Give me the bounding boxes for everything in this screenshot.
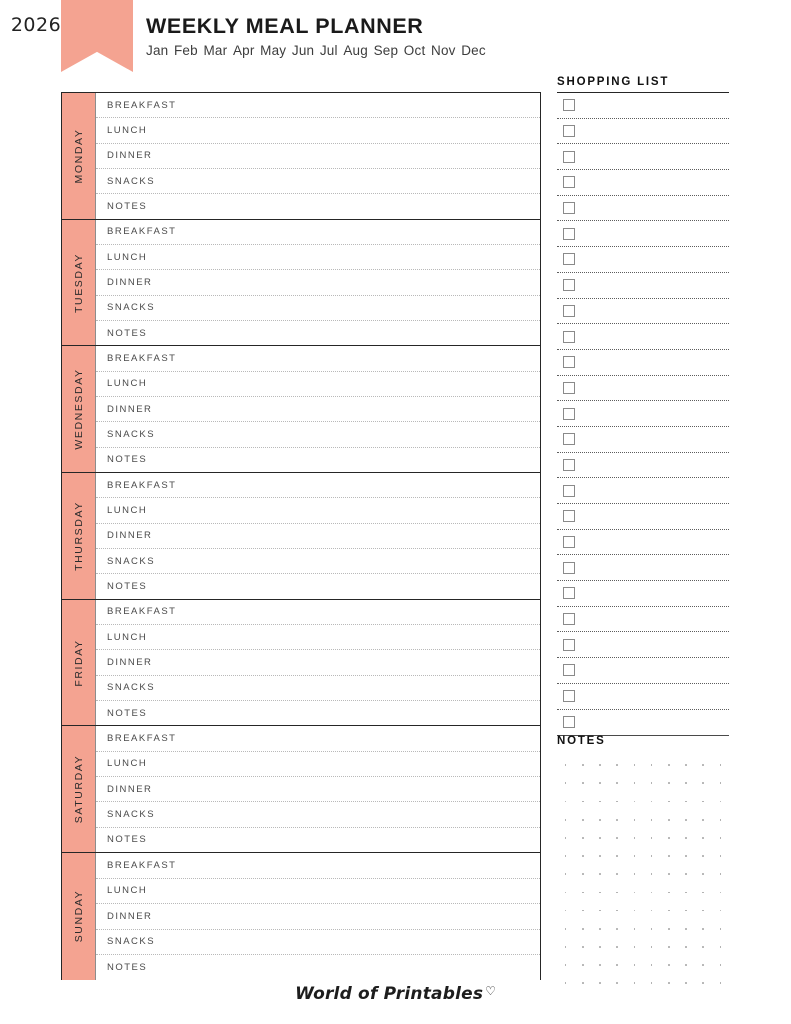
shopping-list-item[interactable] bbox=[557, 196, 729, 222]
month-may[interactable]: May bbox=[260, 43, 287, 58]
shopping-list-section bbox=[557, 76, 729, 736]
shopping-list-item[interactable] bbox=[557, 555, 729, 581]
shopping-list-item[interactable] bbox=[557, 144, 729, 170]
day-label-text: TUESDAY bbox=[72, 252, 85, 313]
meal-row-breakfast[interactable] bbox=[96, 93, 540, 118]
meal-row-notes[interactable] bbox=[96, 828, 540, 852]
meal-row-label: SNACKS bbox=[107, 302, 156, 314]
grid-dot bbox=[582, 964, 584, 966]
grid-dot bbox=[565, 764, 567, 766]
meal-row-lunch[interactable] bbox=[96, 372, 540, 397]
meal-row-lunch[interactable] bbox=[96, 625, 540, 650]
meal-row-label: BREAKFAST bbox=[107, 733, 177, 745]
grid-dot bbox=[685, 782, 687, 784]
grid-dot bbox=[685, 764, 687, 766]
grid-dot bbox=[720, 928, 722, 930]
grid-dot bbox=[651, 782, 653, 784]
grid-dot bbox=[582, 892, 584, 894]
grid-dot bbox=[651, 964, 653, 966]
meal-rows bbox=[96, 726, 540, 852]
meal-row-label: LUNCH bbox=[107, 378, 148, 390]
checkbox-icon[interactable] bbox=[563, 228, 575, 240]
checkbox-icon[interactable] bbox=[563, 485, 575, 497]
grid-dot bbox=[565, 801, 567, 803]
meal-row-breakfast[interactable] bbox=[96, 346, 540, 371]
heart-icon: ♡ bbox=[485, 984, 496, 998]
grid-dot bbox=[685, 910, 687, 912]
checkbox-icon[interactable] bbox=[563, 510, 575, 522]
day-label-text: THURSDAY bbox=[72, 501, 85, 571]
grid-dot bbox=[651, 873, 653, 875]
grid-dot bbox=[685, 855, 687, 857]
grid-dot bbox=[565, 782, 567, 784]
grid-dot bbox=[685, 892, 687, 894]
meal-row-lunch[interactable] bbox=[96, 879, 540, 905]
meal-row-label: NOTES bbox=[107, 581, 148, 593]
grid-dot bbox=[702, 819, 704, 821]
grid-dot bbox=[582, 801, 584, 803]
meal-row-dinner[interactable] bbox=[96, 524, 540, 549]
meal-row-dinner[interactable] bbox=[96, 777, 540, 802]
grid-dot bbox=[668, 910, 670, 912]
month-sep[interactable]: Sep bbox=[373, 43, 399, 58]
grid-dot bbox=[599, 964, 601, 966]
grid-dot bbox=[582, 946, 584, 948]
planner-table bbox=[61, 92, 541, 980]
shopping-list-item[interactable] bbox=[557, 658, 729, 684]
grid-dot bbox=[651, 855, 653, 857]
meal-row-label: LUNCH bbox=[107, 251, 148, 263]
meal-row-label: DINNER bbox=[107, 277, 153, 289]
grid-dot bbox=[720, 964, 722, 966]
checkbox-icon[interactable] bbox=[563, 536, 575, 548]
grid-dot bbox=[634, 855, 636, 857]
grid-dot bbox=[720, 855, 722, 857]
grid-dot bbox=[599, 892, 601, 894]
grid-dot bbox=[685, 928, 687, 930]
meal-row-label: BREAKFAST bbox=[107, 479, 177, 491]
meal-row-label: DINNER bbox=[107, 783, 153, 795]
grid-dot bbox=[565, 873, 567, 875]
checkbox-icon[interactable] bbox=[563, 459, 575, 471]
meal-row-label: LUNCH bbox=[107, 885, 148, 897]
grid-dot bbox=[616, 782, 618, 784]
meal-row-label: NOTES bbox=[107, 201, 148, 213]
grid-dot bbox=[582, 873, 584, 875]
shopping-list-item[interactable] bbox=[557, 710, 729, 736]
meal-row-dinner[interactable] bbox=[96, 144, 540, 169]
meal-row-label: SNACKS bbox=[107, 175, 156, 187]
meal-row-notes[interactable] bbox=[96, 955, 540, 980]
grid-dot bbox=[634, 837, 636, 839]
year-ribbon bbox=[61, 0, 133, 72]
year-label: 2026 bbox=[10, 14, 62, 36]
page-header bbox=[0, 0, 791, 84]
meal-rows bbox=[96, 473, 540, 599]
grid-dot bbox=[616, 837, 618, 839]
grid-dot bbox=[634, 782, 636, 784]
grid-dot bbox=[599, 910, 601, 912]
grid-dot bbox=[616, 928, 618, 930]
day-label-wednesday bbox=[62, 346, 96, 472]
meal-row-label: LUNCH bbox=[107, 125, 148, 137]
meal-row-breakfast[interactable] bbox=[96, 220, 540, 245]
grid-dot bbox=[668, 764, 670, 766]
meal-row-label: BREAKFAST bbox=[107, 226, 177, 238]
day-label-saturday bbox=[62, 726, 96, 852]
meal-row-label: NOTES bbox=[107, 834, 148, 846]
day-label-text: MONDAY bbox=[72, 128, 85, 184]
grid-dot bbox=[565, 855, 567, 857]
meal-row-label: DINNER bbox=[107, 403, 153, 415]
grid-dot bbox=[599, 764, 601, 766]
checkbox-icon[interactable] bbox=[563, 664, 575, 676]
meal-row-label: SNACKS bbox=[107, 555, 156, 567]
checkbox-icon[interactable] bbox=[563, 99, 575, 111]
grid-dot bbox=[702, 946, 704, 948]
month-jan[interactable]: Jan bbox=[146, 43, 169, 58]
shopping-list-item[interactable] bbox=[557, 581, 729, 607]
grid-dot bbox=[720, 892, 722, 894]
grid-dot bbox=[599, 837, 601, 839]
grid-dot bbox=[720, 837, 722, 839]
grid-dot bbox=[720, 946, 722, 948]
day-block-wednesday bbox=[62, 346, 540, 473]
grid-dot bbox=[599, 946, 601, 948]
day-label-monday bbox=[62, 93, 96, 219]
grid-dot bbox=[720, 819, 722, 821]
checkbox-icon[interactable] bbox=[563, 125, 575, 137]
grid-dot bbox=[668, 855, 670, 857]
meal-row-label: SNACKS bbox=[107, 809, 156, 821]
grid-dot bbox=[702, 764, 704, 766]
grid-dot bbox=[702, 855, 704, 857]
meal-row-label: DINNER bbox=[107, 657, 153, 669]
shopping-list-item[interactable] bbox=[557, 684, 729, 710]
meal-row-notes[interactable] bbox=[96, 321, 540, 345]
grid-dot bbox=[668, 964, 670, 966]
grid-dot bbox=[685, 819, 687, 821]
meal-row-label: SNACKS bbox=[107, 429, 156, 441]
meal-row-dinner[interactable] bbox=[96, 650, 540, 675]
shopping-list-item[interactable] bbox=[557, 453, 729, 479]
checkbox-icon[interactable] bbox=[563, 151, 575, 163]
grid-dot bbox=[599, 801, 601, 803]
grid-dot bbox=[651, 892, 653, 894]
grid-dot bbox=[565, 928, 567, 930]
grid-dot bbox=[651, 801, 653, 803]
month-nov[interactable]: Nov bbox=[431, 43, 456, 58]
grid-dot bbox=[616, 910, 618, 912]
month-feb[interactable]: Feb bbox=[173, 43, 198, 58]
meal-row-notes[interactable] bbox=[96, 574, 540, 598]
grid-dot bbox=[582, 910, 584, 912]
month-apr[interactable]: Apr bbox=[232, 43, 255, 58]
month-oct[interactable]: Oct bbox=[403, 43, 426, 58]
day-label-text: SATURDAY bbox=[72, 755, 85, 824]
grid-dot bbox=[702, 928, 704, 930]
checkbox-icon[interactable] bbox=[563, 331, 575, 343]
shopping-list-item[interactable] bbox=[557, 170, 729, 196]
shopping-list-item[interactable] bbox=[557, 93, 729, 119]
shopping-list-item[interactable] bbox=[557, 376, 729, 402]
meal-row-label: SNACKS bbox=[107, 682, 156, 694]
grid-dot bbox=[599, 855, 601, 857]
checkbox-icon[interactable] bbox=[563, 279, 575, 291]
meal-rows bbox=[96, 93, 540, 219]
checkbox-icon[interactable] bbox=[563, 253, 575, 265]
grid-dot bbox=[634, 764, 636, 766]
day-block-thursday bbox=[62, 473, 540, 600]
grid-dot bbox=[565, 819, 567, 821]
grid-dot bbox=[582, 764, 584, 766]
checkbox-icon[interactable] bbox=[563, 639, 575, 651]
grid-dot bbox=[565, 946, 567, 948]
meal-row-breakfast[interactable] bbox=[96, 473, 540, 498]
grid-dot bbox=[634, 910, 636, 912]
meal-row-label: BREAKFAST bbox=[107, 353, 177, 365]
notes-title: NOTES bbox=[557, 735, 606, 747]
grid-dot bbox=[565, 892, 567, 894]
checkbox-icon[interactable] bbox=[563, 202, 575, 214]
grid-dot bbox=[599, 782, 601, 784]
grid-dot bbox=[702, 892, 704, 894]
grid-dot bbox=[565, 910, 567, 912]
grid-dot bbox=[702, 964, 704, 966]
checkbox-icon[interactable] bbox=[563, 690, 575, 702]
shopping-list-item[interactable] bbox=[557, 530, 729, 556]
meal-row-label: BREAKFAST bbox=[107, 99, 177, 111]
grid-dot bbox=[668, 892, 670, 894]
grid-dot bbox=[668, 928, 670, 930]
grid-dot bbox=[599, 873, 601, 875]
shopping-list-item[interactable] bbox=[557, 607, 729, 633]
grid-dot bbox=[616, 819, 618, 821]
meal-rows bbox=[96, 853, 540, 980]
grid-dot bbox=[685, 964, 687, 966]
shopping-list-item[interactable] bbox=[557, 401, 729, 427]
grid-dot bbox=[599, 819, 601, 821]
meal-row-label: SNACKS bbox=[107, 936, 156, 948]
checkbox-icon[interactable] bbox=[563, 382, 575, 394]
page-footer bbox=[0, 984, 791, 1004]
meal-row-breakfast[interactable] bbox=[96, 726, 540, 751]
grid-dot bbox=[616, 873, 618, 875]
grid-dot bbox=[685, 801, 687, 803]
shopping-list-items bbox=[557, 93, 729, 735]
shopping-list-item[interactable] bbox=[557, 427, 729, 453]
grid-dot bbox=[651, 837, 653, 839]
notes-dot-grid[interactable] bbox=[557, 756, 729, 992]
grid-dot bbox=[668, 946, 670, 948]
grid-dot bbox=[668, 873, 670, 875]
month-jun[interactable]: Jun bbox=[291, 43, 315, 58]
grid-dot bbox=[599, 928, 601, 930]
grid-dot bbox=[720, 910, 722, 912]
shopping-list-item[interactable] bbox=[557, 299, 729, 325]
meal-row-label: NOTES bbox=[107, 707, 148, 719]
shopping-list-item[interactable] bbox=[557, 324, 729, 350]
grid-dot bbox=[582, 837, 584, 839]
meal-rows bbox=[96, 600, 540, 726]
checkbox-icon[interactable] bbox=[563, 305, 575, 317]
checkbox-icon[interactable] bbox=[563, 356, 575, 368]
day-block-monday bbox=[62, 93, 540, 220]
grid-dot bbox=[668, 837, 670, 839]
meal-row-breakfast[interactable] bbox=[96, 600, 540, 625]
day-label-text: SUNDAY bbox=[72, 890, 85, 943]
grid-dot bbox=[651, 764, 653, 766]
grid-dot bbox=[616, 964, 618, 966]
checkbox-icon[interactable] bbox=[563, 587, 575, 599]
meal-row-label: LUNCH bbox=[107, 631, 148, 643]
meal-row-dinner[interactable] bbox=[96, 904, 540, 930]
meal-row-label: BREAKFAST bbox=[107, 606, 177, 618]
grid-dot bbox=[720, 782, 722, 784]
day-block-sunday bbox=[62, 853, 540, 980]
grid-dot bbox=[616, 892, 618, 894]
shopping-list-item[interactable] bbox=[557, 504, 729, 530]
shopping-list-item[interactable] bbox=[557, 273, 729, 299]
shopping-list-item[interactable] bbox=[557, 350, 729, 376]
shopping-list-title: SHOPPING LIST bbox=[557, 76, 670, 88]
day-label-thursday bbox=[62, 473, 96, 599]
grid-dot bbox=[634, 964, 636, 966]
shopping-list-item[interactable] bbox=[557, 478, 729, 504]
meal-row-label: NOTES bbox=[107, 327, 148, 339]
grid-dot bbox=[720, 801, 722, 803]
day-label-text: WEDNESDAY bbox=[72, 368, 85, 450]
grid-dot bbox=[651, 819, 653, 821]
grid-dot bbox=[616, 764, 618, 766]
meal-row-lunch[interactable] bbox=[96, 752, 540, 777]
meal-row-snacks[interactable] bbox=[96, 296, 540, 321]
meal-row-label: LUNCH bbox=[107, 758, 148, 770]
grid-dot bbox=[702, 801, 704, 803]
grid-dot bbox=[702, 873, 704, 875]
month-jul[interactable]: Jul bbox=[319, 43, 338, 58]
grid-dot bbox=[720, 764, 722, 766]
day-label-friday bbox=[62, 600, 96, 726]
grid-dot bbox=[634, 946, 636, 948]
grid-dot bbox=[582, 819, 584, 821]
meal-row-snacks[interactable] bbox=[96, 169, 540, 194]
meal-row-notes[interactable] bbox=[96, 448, 540, 472]
grid-dot bbox=[634, 873, 636, 875]
meal-row-snacks[interactable] bbox=[96, 930, 540, 956]
grid-dot bbox=[582, 782, 584, 784]
grid-dot bbox=[616, 946, 618, 948]
meal-row-label: NOTES bbox=[107, 454, 148, 466]
day-block-saturday bbox=[62, 726, 540, 853]
meal-row-snacks[interactable] bbox=[96, 549, 540, 574]
grid-dot bbox=[634, 819, 636, 821]
grid-dot bbox=[720, 873, 722, 875]
grid-dot bbox=[651, 928, 653, 930]
meal-row-notes[interactable] bbox=[96, 701, 540, 725]
month-dec[interactable]: Dec bbox=[461, 43, 486, 58]
shopping-list-item[interactable] bbox=[557, 247, 729, 273]
meal-row-notes[interactable] bbox=[96, 194, 540, 218]
meal-row-label: DINNER bbox=[107, 150, 153, 162]
grid-dot bbox=[582, 928, 584, 930]
day-block-tuesday bbox=[62, 220, 540, 347]
grid-dot bbox=[616, 801, 618, 803]
grid-dot bbox=[668, 782, 670, 784]
grid-dot bbox=[634, 892, 636, 894]
meal-row-lunch[interactable] bbox=[96, 118, 540, 143]
meal-rows bbox=[96, 220, 540, 346]
grid-dot bbox=[702, 837, 704, 839]
meal-row-breakfast[interactable] bbox=[96, 853, 540, 879]
meal-row-dinner[interactable] bbox=[96, 397, 540, 422]
grid-dot bbox=[668, 801, 670, 803]
shopping-list-item[interactable] bbox=[557, 632, 729, 658]
checkbox-icon[interactable] bbox=[563, 433, 575, 445]
grid-dot bbox=[702, 782, 704, 784]
notes-section bbox=[557, 735, 729, 992]
grid-dot bbox=[651, 946, 653, 948]
grid-dot bbox=[582, 855, 584, 857]
grid-dot bbox=[651, 910, 653, 912]
checkbox-icon[interactable] bbox=[563, 716, 575, 728]
checkbox-icon[interactable] bbox=[563, 408, 575, 420]
brand-wordmark: World of Printables bbox=[295, 984, 484, 1004]
month-selector bbox=[146, 43, 486, 58]
checkbox-icon[interactable] bbox=[563, 176, 575, 188]
grid-dot bbox=[616, 855, 618, 857]
day-label-text: FRIDAY bbox=[72, 638, 85, 687]
meal-row-snacks[interactable] bbox=[96, 802, 540, 827]
shopping-list-item[interactable] bbox=[557, 221, 729, 247]
meal-row-lunch[interactable] bbox=[96, 245, 540, 270]
grid-dot bbox=[634, 928, 636, 930]
page-title: WEEKLY MEAL PLANNER bbox=[146, 14, 424, 38]
meal-row-snacks[interactable] bbox=[96, 676, 540, 701]
grid-dot bbox=[668, 819, 670, 821]
grid-dot bbox=[702, 910, 704, 912]
meal-row-label: DINNER bbox=[107, 530, 153, 542]
meal-row-label: DINNER bbox=[107, 910, 153, 922]
grid-dot bbox=[685, 946, 687, 948]
month-aug[interactable]: Aug bbox=[343, 43, 368, 58]
meal-rows bbox=[96, 346, 540, 472]
meal-row-label: LUNCH bbox=[107, 505, 148, 517]
meal-row-snacks[interactable] bbox=[96, 422, 540, 447]
day-block-friday bbox=[62, 600, 540, 727]
day-label-tuesday bbox=[62, 220, 96, 346]
grid-dot bbox=[565, 837, 567, 839]
grid-dot bbox=[634, 801, 636, 803]
grid-dot bbox=[685, 837, 687, 839]
checkbox-icon[interactable] bbox=[563, 613, 575, 625]
meal-row-lunch[interactable] bbox=[96, 498, 540, 523]
meal-row-label: NOTES bbox=[107, 962, 148, 974]
day-label-sunday bbox=[62, 853, 96, 980]
shopping-list-item[interactable] bbox=[557, 119, 729, 145]
checkbox-icon[interactable] bbox=[563, 562, 575, 574]
month-mar[interactable]: Mar bbox=[203, 43, 228, 58]
meal-row-dinner[interactable] bbox=[96, 270, 540, 295]
grid-dot bbox=[565, 964, 567, 966]
grid-dot bbox=[685, 873, 687, 875]
meal-row-label: BREAKFAST bbox=[107, 859, 177, 871]
